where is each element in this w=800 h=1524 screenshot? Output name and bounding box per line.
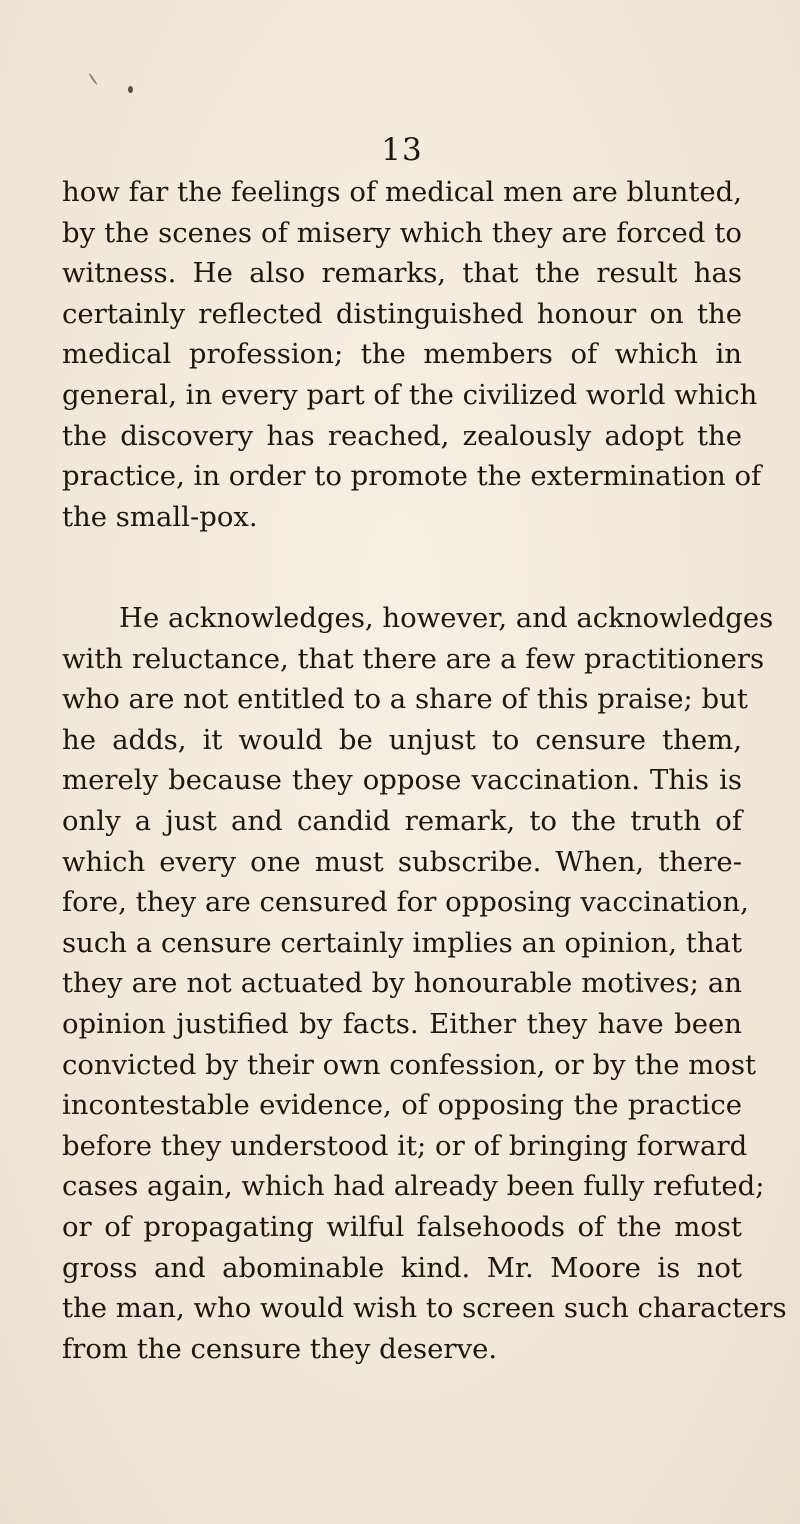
text-line: medical profession; the members of which in <box>62 338 742 371</box>
text-line: He acknowledges, however, and acknowledges <box>119 602 774 634</box>
text-line: by the scenes of misery which they are forced to <box>62 216 742 249</box>
text-line: gross and abominable kind. Mr. Moore is not <box>62 1251 742 1284</box>
text-line: only a just and candid remark, to the truth of <box>62 804 742 837</box>
text-line: convicted by their own confession, or by the most <box>62 1048 757 1081</box>
text-line: who are not entitled to a share of this praise; but <box>62 683 748 716</box>
ink-speck <box>88 73 98 86</box>
text-line: which every one must subscribe. When, there- <box>62 845 742 878</box>
ink-speck <box>128 86 133 93</box>
text-line: such a censure certainly implies an opinion, that <box>62 926 742 959</box>
text-line: general, in every part of the civilized world which <box>62 378 758 411</box>
text-line: he adds, it would be unjust to censure them, <box>62 723 742 756</box>
text-line: incontestable evidence, of opposing the practice <box>62 1089 742 1122</box>
text-line: witness. He also remarks, that the result has <box>62 257 742 290</box>
paragraph-2 <box>62 598 787 1369</box>
text-line: opinion justified by facts. Either they have been <box>62 1007 742 1040</box>
page-number: 13 <box>381 132 423 168</box>
text-line: the small-pox. <box>62 500 258 533</box>
text-line: with reluctance, that there are a few practitioners <box>62 642 765 675</box>
text-line: they are not actuated by honourable motives; an <box>62 967 742 1000</box>
text-line: certainly reflected distinguished honour on the <box>62 297 742 330</box>
text-line: cases again, which had already been fully refuted; <box>62 1170 765 1203</box>
text-line: fore, they are censured for opposing vaccination, <box>62 886 749 919</box>
text-line: merely because they oppose vaccination. This is <box>62 764 742 797</box>
text-line: practice, in order to promote the extermination of <box>62 460 762 493</box>
text-line: how far the feelings of medical men are blunted, <box>62 176 742 208</box>
text-line: before they understood it; or of bringing forward <box>62 1129 748 1162</box>
text-line: from the censure they deserve. <box>62 1332 498 1365</box>
text-line: the man, who would wish to screen such characters <box>62 1292 787 1325</box>
paragraph-1 <box>62 172 762 537</box>
text-line: the discovery has reached, zealously adopt the <box>62 419 742 452</box>
text-line: or of propagating wilful falsehoods of the most <box>62 1210 742 1243</box>
